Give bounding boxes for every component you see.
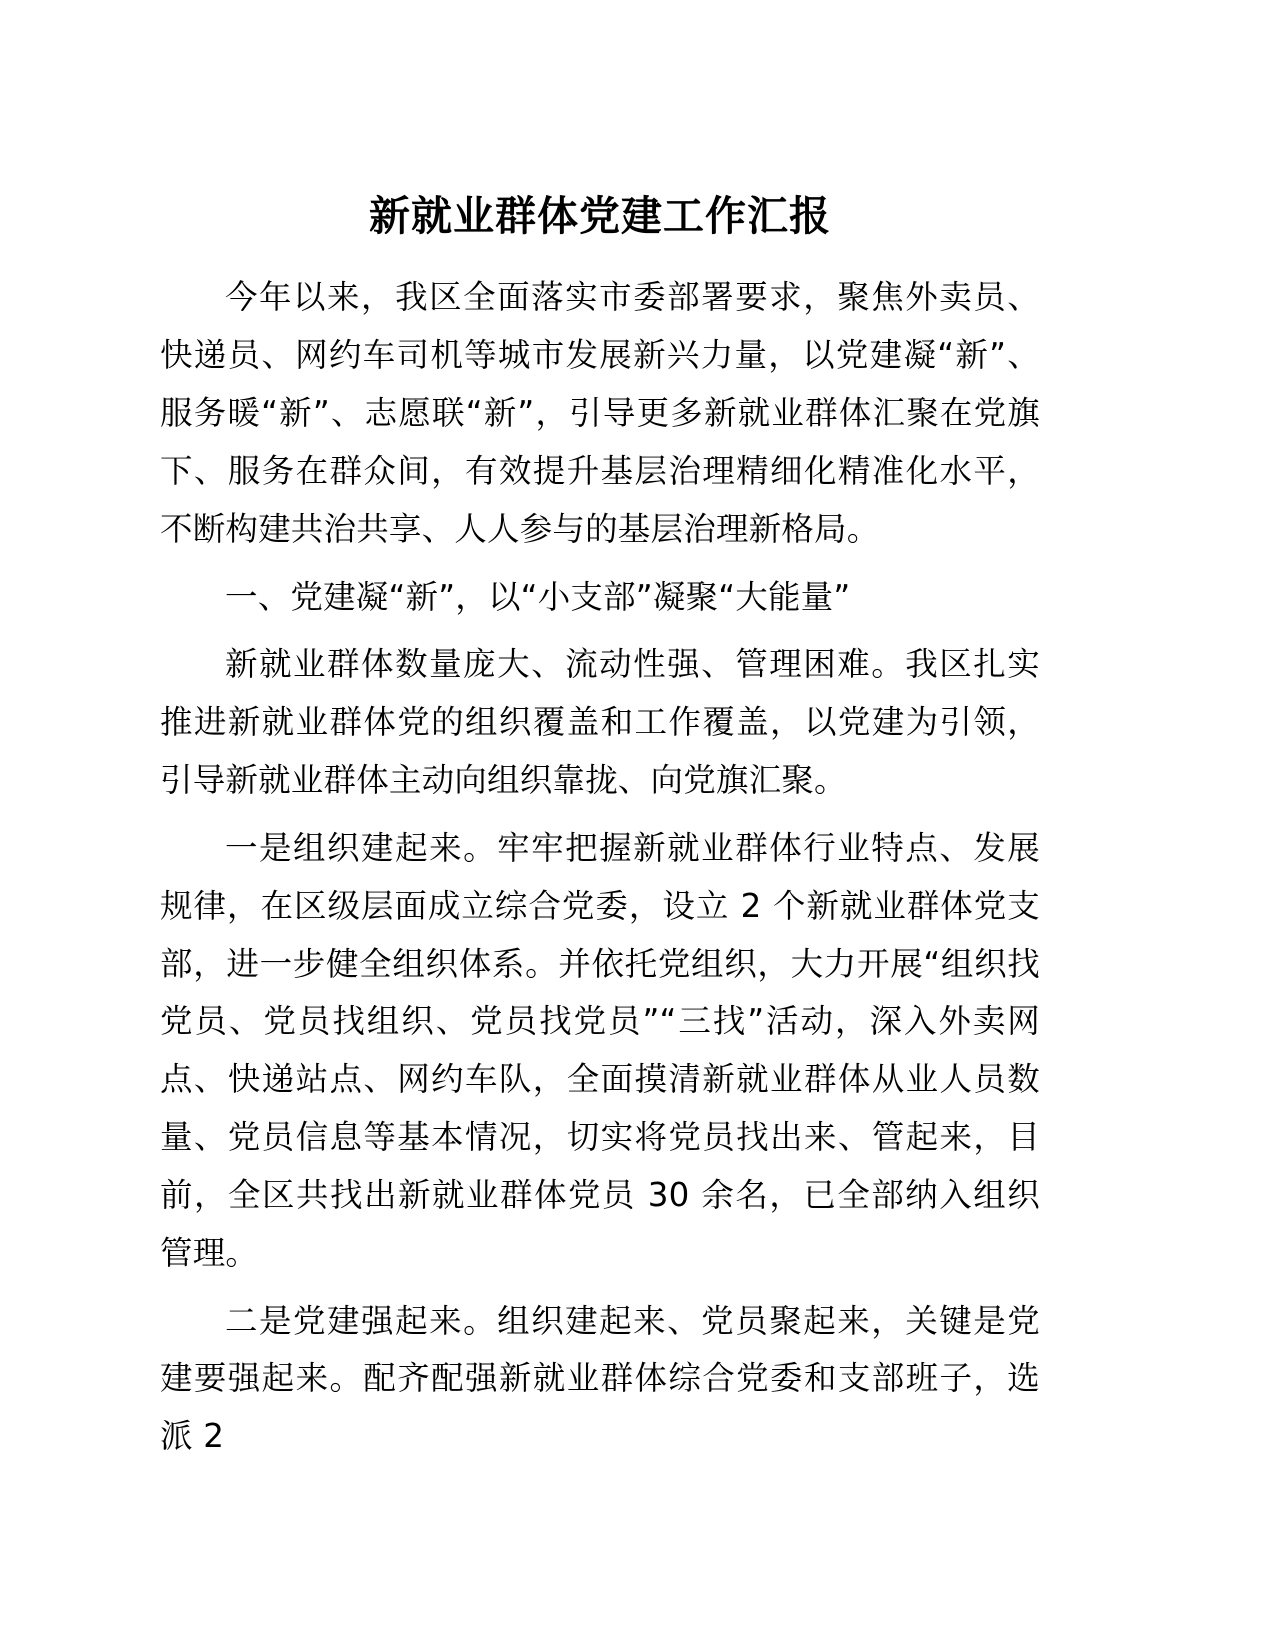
- paragraph-point-two: 二是党建强起来。组织建起来、党员聚起来，关键是党建要强起来。配齐配强新就业群体综合党委和支部班子，选派 2: [160, 1301, 1040, 1456]
- paragraph-section-one-lead: 新就业群体数量庞大、流动性强、管理困难。我区扎实推进新就业群体党的组织覆盖和工作覆盖，以党建为引领，引导新就业群体主动向组织靠拢、向党旗汇聚。: [160, 645, 1040, 800]
- page-title: 新就业群体党建工作汇报: [369, 192, 831, 240]
- section-heading-one: 一、党建凝“新”，以“小支部”凝聚“大能量”: [225, 577, 851, 616]
- paragraph-point-one: 一是组织建起来。牢牢把握新就业群体行业特点、发展规律，在区级层面成立综合党委，设立 2 个新就业群体党支部，进一步健全组织体系。并依托党组织，大力开展“组织找党员、党员找组织、党员找党员”“三找”活动，深入外卖网点、快递站点、网约车队，全面摸清新就业群体从业人员数量、党员信息等基本情况，切实将党员找出来、管起来，目前，全区共找出新就业群体党员 30 余名，已全部纳入组织管理。: [160, 828, 1040, 1272]
- document-body: [160, 190, 1040, 1466]
- paragraph-intro: 今年以来，我区全面落实市委部署要求，聚焦外卖员、快递员、网约车司机等城市发展新兴力量，以党建凝“新”、服务暖“新”、志愿联“新”，引导更多新就业群体汇聚在党旗下、服务在群众间，有效提升基层治理精细化精准化水平，不断构建共治共享、人人参与的基层治理新格局。: [160, 278, 1040, 548]
